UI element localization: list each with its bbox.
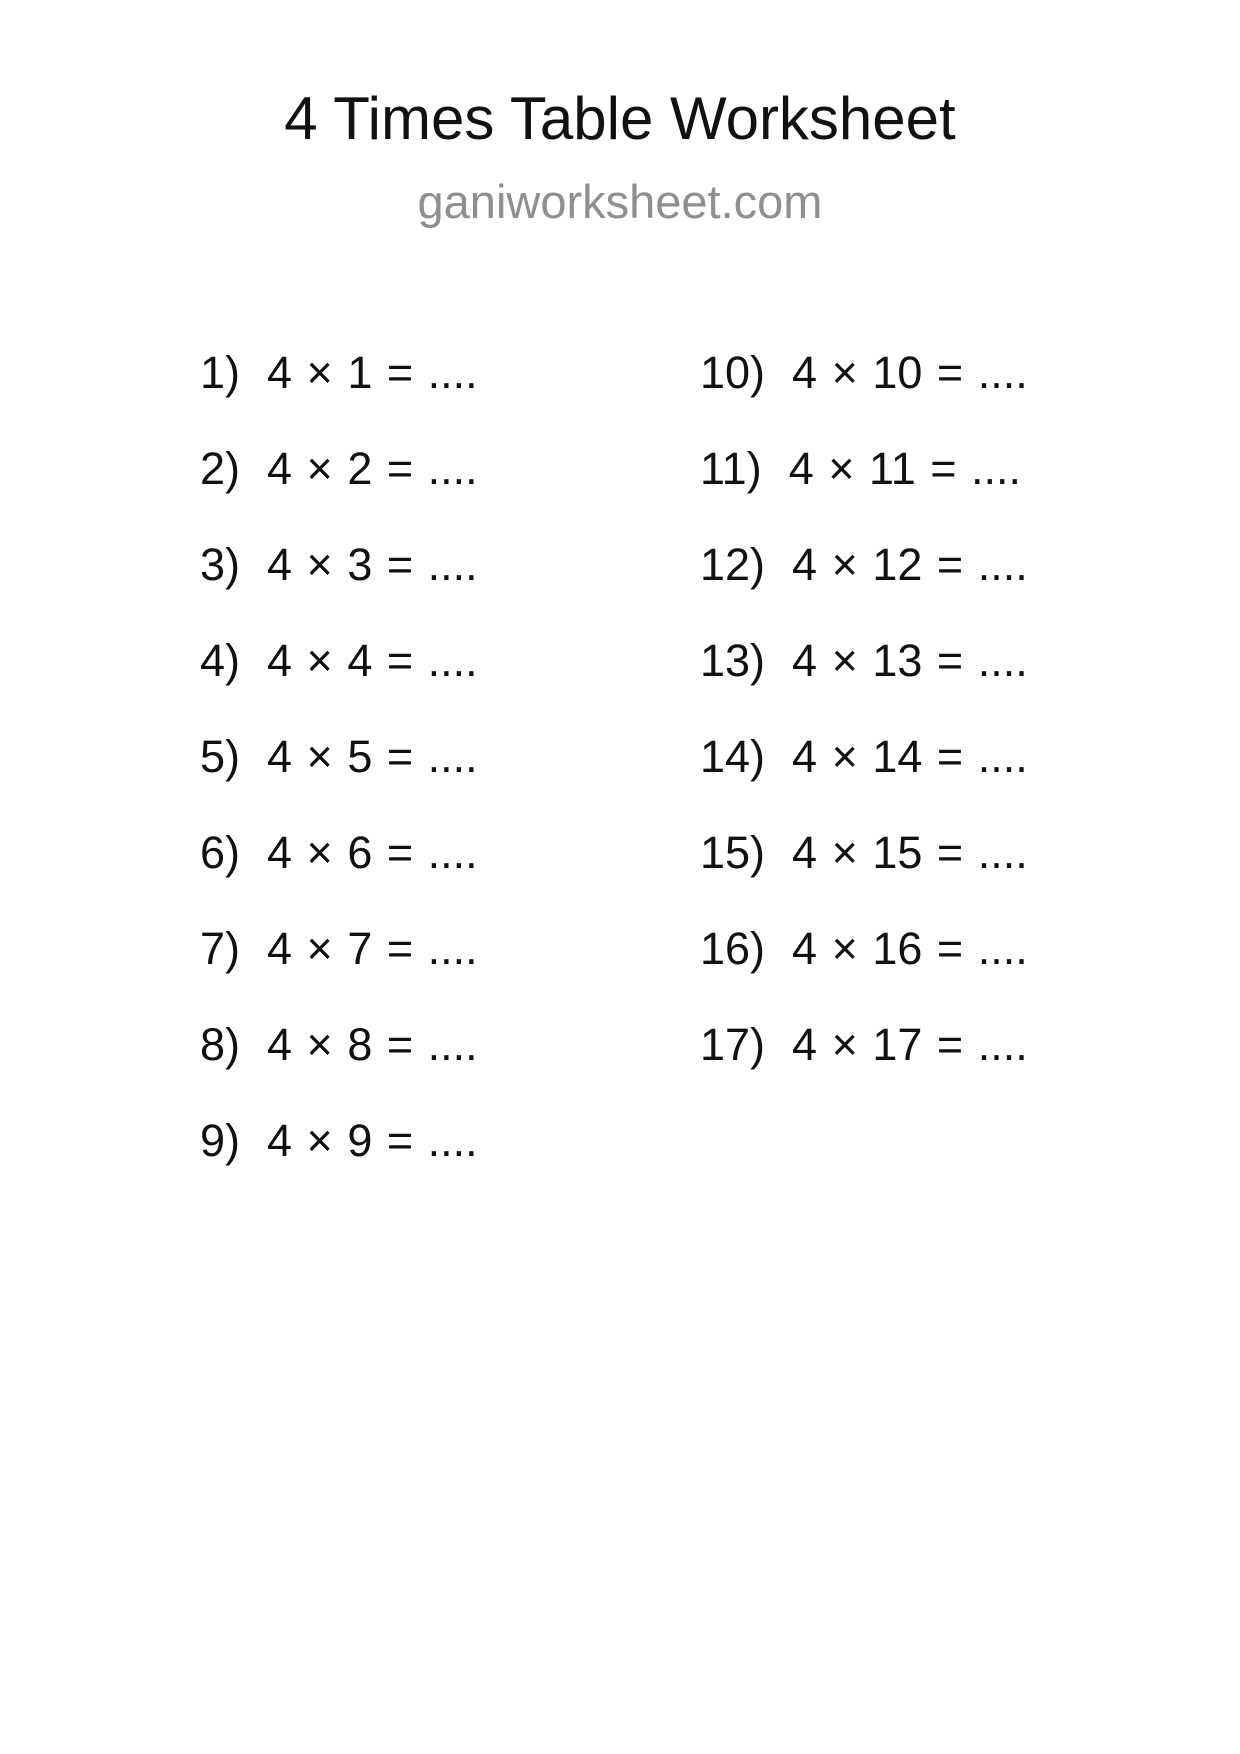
exercise-number: 3) [200,539,241,590]
exercise-expression: 4 × 10 = .... [792,347,1028,398]
exercise-expression: 4 × 4 = .... [267,635,478,686]
exercise-item [700,709,1028,805]
exercise-item [700,805,1028,901]
exercise-item [700,997,1028,1093]
exercise-number: 2) [200,443,241,494]
exercise-expression: 4 × 1 = .... [267,347,478,398]
exercise-number: 10) [700,347,766,398]
page-title: 4 Times Table Worksheet [284,85,956,152]
exercise-expression: 4 × 15 = .... [792,827,1028,878]
exercise-number: 1) [200,347,241,398]
exercise-expression: 4 × 5 = .... [267,731,478,782]
exercise-number: 7) [200,923,241,974]
exercise-item [200,613,478,709]
exercise-expression: 4 × 16 = .... [792,923,1028,974]
exercise-expression: 4 × 7 = .... [267,923,478,974]
exercise-item [700,901,1028,997]
exercise-item [200,805,478,901]
exercise-item [200,997,478,1093]
exercise-expression: 4 × 14 = .... [792,731,1028,782]
exercise-item [700,613,1028,709]
exercise-number: 5) [200,731,241,782]
exercise-column-right [700,325,1028,1093]
exercise-expression: 4 × 13 = .... [792,635,1028,686]
exercise-list [200,325,1140,1195]
exercise-expression: 4 × 12 = .... [792,539,1028,590]
exercise-item [200,709,478,805]
exercise-item [200,325,478,421]
exercise-number: 6) [200,827,241,878]
site-credit: ganiworksheet.com [417,175,823,228]
exercise-item [700,325,1028,421]
exercise-number: 4) [200,635,241,686]
exercise-number: 12) [700,539,766,590]
exercise-number: 13) [700,635,766,686]
exercise-item [700,517,1028,613]
exercise-expression: 4 × 11 = .... [788,443,1022,494]
exercise-expression: 4 × 3 = .... [267,539,478,590]
exercise-expression: 4 × 9 = .... [267,1115,478,1166]
exercise-number: 17) [700,1019,766,1070]
exercise-item [200,421,478,517]
exercise-expression: 4 × 17 = .... [792,1019,1028,1070]
exercise-item [200,1093,478,1189]
exercise-item [200,901,478,997]
exercise-number: 16) [700,923,766,974]
exercise-number: 11) [700,443,762,494]
exercise-expression: 4 × 2 = .... [267,443,478,494]
exercise-expression: 4 × 8 = .... [267,1019,478,1070]
exercise-column-left [200,325,478,1189]
exercise-number: 8) [200,1019,241,1070]
exercise-expression: 4 × 6 = .... [267,827,478,878]
exercise-item [200,517,478,613]
exercise-item [700,421,1028,517]
exercise-number: 15) [700,827,766,878]
exercise-number: 14) [700,731,766,782]
exercise-number: 9) [200,1115,241,1166]
